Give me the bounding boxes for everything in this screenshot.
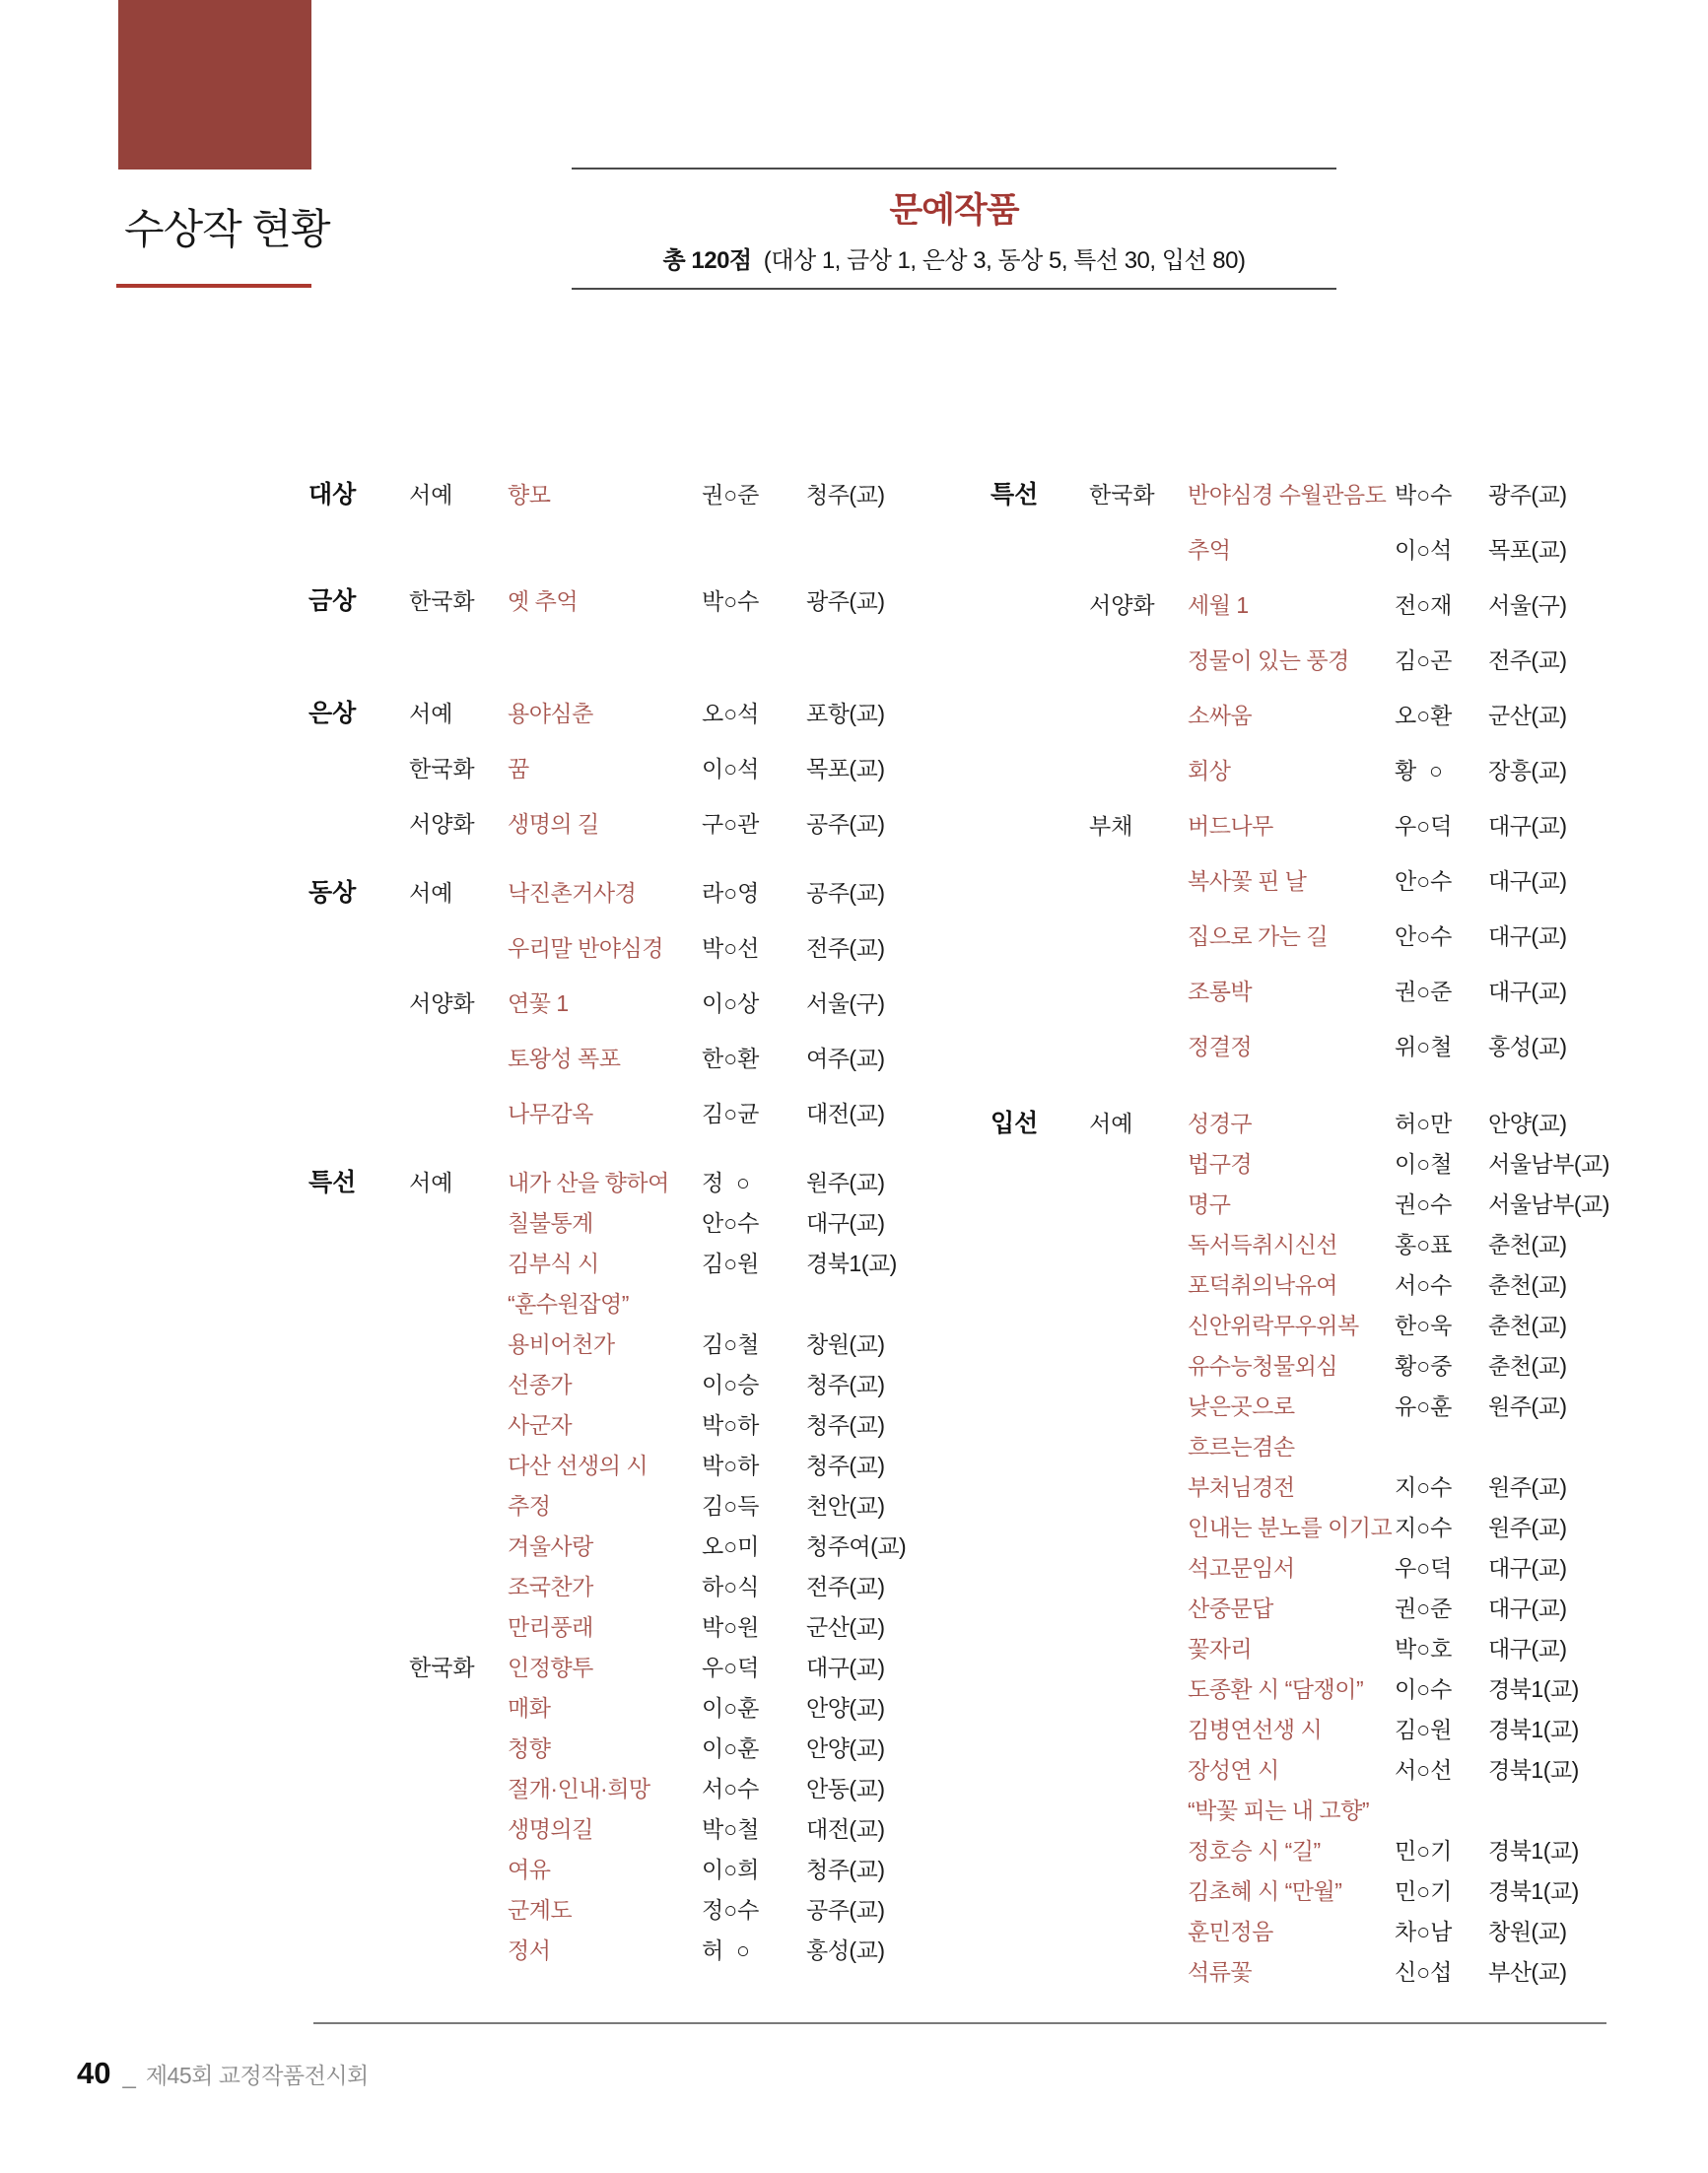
table-row xyxy=(991,1912,1641,1952)
row-category: 서예 xyxy=(1089,1111,1133,1136)
row-name: 오○미 xyxy=(702,1533,760,1559)
table-row xyxy=(991,1387,1641,1427)
row-title: 꽃자리 xyxy=(1188,1636,1253,1662)
table-row xyxy=(991,1265,1641,1306)
row-location: 대구(교) xyxy=(1488,1636,1567,1662)
row-location: 안양(교) xyxy=(806,1695,885,1721)
table-row xyxy=(308,1688,979,1729)
awards-column-right xyxy=(991,467,1641,1993)
row-name: 김○원 xyxy=(1395,1717,1453,1742)
row-name: 김○원 xyxy=(702,1251,760,1276)
header-rule-bottom xyxy=(572,288,1336,290)
row-location: 군산(교) xyxy=(1488,703,1567,728)
page-footer xyxy=(77,2056,369,2091)
row-location: 전주(교) xyxy=(806,1574,885,1599)
table-row xyxy=(991,798,1641,853)
row-location: 전주(교) xyxy=(806,935,885,961)
row-location: 청주(교) xyxy=(806,1372,885,1397)
brand-color-block xyxy=(118,0,311,170)
table-row xyxy=(991,1019,1641,1074)
row-category: 한국화 xyxy=(1089,482,1155,508)
footer-separator: _ xyxy=(122,2063,136,2089)
row-location: 대구(교) xyxy=(1488,813,1567,839)
row-title: 집으로 가는 길 xyxy=(1188,923,1329,949)
table-row xyxy=(991,743,1641,798)
row-name: 신○섭 xyxy=(1395,1959,1453,1985)
row-name: 박○하 xyxy=(702,1412,760,1438)
row-location: 대전(교) xyxy=(806,1816,885,1842)
row-location: 창원(교) xyxy=(1488,1919,1567,1944)
row-name: 김○균 xyxy=(702,1101,760,1126)
row-title: 법구경 xyxy=(1188,1151,1253,1177)
row-location: 원주(교) xyxy=(1488,1515,1567,1540)
row-location: 서울(구) xyxy=(1488,592,1567,618)
row-title: 버드나무 xyxy=(1188,813,1273,839)
row-title: 옛 추억 xyxy=(508,588,579,614)
table-row xyxy=(308,1769,979,1809)
row-title: 꿈 xyxy=(508,756,529,781)
row-title: 매화 xyxy=(508,1695,551,1721)
row-title: 독서득취시신선 xyxy=(1188,1232,1338,1257)
row-award: 특선 xyxy=(308,1169,357,1196)
row-location: 목포(교) xyxy=(806,756,885,781)
table-row xyxy=(991,1104,1641,1144)
row-name: 유○훈 xyxy=(1395,1393,1453,1419)
row-title: 세월 1 xyxy=(1188,592,1249,618)
row-name: 하○식 xyxy=(702,1574,760,1599)
row-title: 여유 xyxy=(508,1857,551,1882)
table-row xyxy=(991,1225,1641,1265)
table-row xyxy=(308,1244,979,1284)
row-name: 이○훈 xyxy=(702,1735,760,1761)
row-title: 정결정 xyxy=(1188,1034,1253,1059)
row-name: 지○수 xyxy=(1395,1474,1453,1500)
row-name: 안○수 xyxy=(1395,868,1453,894)
table-row xyxy=(991,522,1641,577)
table-row xyxy=(308,1729,979,1769)
row-category: 한국화 xyxy=(409,1655,475,1680)
row-title: 복사꽃 핀 날 xyxy=(1188,868,1307,894)
row-location: 서울남부(교) xyxy=(1488,1191,1609,1217)
table-row xyxy=(991,1548,1641,1589)
row-category: 서예 xyxy=(409,880,453,906)
table-row xyxy=(308,1203,979,1244)
page-title: 수상작 현황 xyxy=(124,206,330,252)
row-category: 서예 xyxy=(409,701,453,726)
table-row xyxy=(308,1405,979,1446)
row-name: 김○득 xyxy=(702,1493,760,1519)
footer-caption: 제45회 교정작품전시회 xyxy=(145,2063,369,2088)
table-row xyxy=(991,577,1641,633)
table-row xyxy=(308,796,979,851)
row-location: 춘천(교) xyxy=(1488,1353,1567,1379)
row-title: 낮은곳으로 xyxy=(1188,1393,1295,1419)
row-title: 청향 xyxy=(508,1735,551,1761)
table-row xyxy=(308,1607,979,1648)
row-name: 한○욱 xyxy=(1395,1313,1453,1338)
row-location: 경북1(교) xyxy=(1488,1757,1579,1783)
row-title: 김초혜 시 “만월” xyxy=(1188,1878,1342,1904)
row-title: 흐르는겸손 xyxy=(1188,1434,1295,1460)
row-name: 허 ○ xyxy=(702,1937,750,1963)
row-title: 산중문답 xyxy=(1188,1596,1273,1621)
table-row xyxy=(991,467,1641,522)
table-row xyxy=(991,853,1641,909)
table-row xyxy=(308,1324,979,1365)
row-name: 이○수 xyxy=(1395,1676,1453,1702)
row-location: 대구(교) xyxy=(806,1655,885,1680)
table-row xyxy=(991,1629,1641,1669)
row-location: 부산(교) xyxy=(1488,1959,1567,1985)
row-name: 박○수 xyxy=(1395,482,1453,508)
row-title: 낙진촌거사경 xyxy=(508,880,637,906)
row-name: 이○석 xyxy=(702,756,760,781)
row-title: 명구 xyxy=(1188,1191,1231,1217)
header-rule-top xyxy=(572,168,1336,170)
row-location: 경북1(교) xyxy=(1488,1878,1579,1904)
row-name: 서○수 xyxy=(1395,1272,1453,1298)
table-row xyxy=(991,1185,1641,1225)
row-name: 우○덕 xyxy=(1395,813,1453,839)
row-location: 경북1(교) xyxy=(1488,1676,1579,1702)
table-row xyxy=(991,1589,1641,1629)
table-row xyxy=(991,1346,1641,1387)
table-row xyxy=(991,1669,1641,1710)
row-title: 생명의 길 xyxy=(508,811,599,837)
row-location: 안양(교) xyxy=(1488,1111,1567,1136)
row-name: 권○수 xyxy=(1395,1191,1453,1217)
row-category: 한국화 xyxy=(409,756,475,781)
row-name: 서○선 xyxy=(1395,1757,1453,1783)
table-row xyxy=(991,1952,1641,1993)
table-row xyxy=(991,633,1641,688)
table-row xyxy=(991,1508,1641,1548)
row-location: 포항(교) xyxy=(806,701,885,726)
footer-page-number: 40 xyxy=(77,2056,111,2090)
row-title: 향모 xyxy=(508,482,551,508)
table-row xyxy=(308,1527,979,1567)
table-row xyxy=(308,920,979,976)
row-name: 박○호 xyxy=(1395,1636,1453,1662)
row-location: 대구(교) xyxy=(1488,923,1567,949)
table-row xyxy=(308,1031,979,1086)
row-name: 박○선 xyxy=(702,935,760,961)
total-count-label: 총 120점 xyxy=(662,247,752,274)
row-title: 포덕취의낙유여 xyxy=(1188,1272,1338,1298)
row-location: 홍성(교) xyxy=(806,1937,885,1963)
row-title: “박꽃 피는 내 고향” xyxy=(1188,1798,1370,1823)
row-name: 정 ○ xyxy=(702,1170,750,1195)
row-title: 정호승 시 “길” xyxy=(1188,1838,1321,1864)
row-name: 이○철 xyxy=(1395,1151,1453,1177)
row-name: 우○덕 xyxy=(1395,1555,1453,1581)
table-row xyxy=(991,1467,1641,1508)
row-location: 춘천(교) xyxy=(1488,1272,1567,1298)
row-award: 입선 xyxy=(991,1110,1039,1137)
row-name: 지○수 xyxy=(1395,1515,1453,1540)
row-name: 한○환 xyxy=(702,1046,760,1071)
row-name: 허○만 xyxy=(1395,1111,1453,1136)
row-location: 공주(교) xyxy=(806,880,885,906)
table-row xyxy=(308,1486,979,1527)
section-title: 문예작품 xyxy=(889,191,1019,230)
row-location: 군산(교) xyxy=(806,1614,885,1640)
row-title: 신안위락무우위복 xyxy=(1188,1313,1359,1338)
row-location: 안동(교) xyxy=(806,1776,885,1801)
row-category: 서양화 xyxy=(409,811,475,837)
row-title: 조롱박 xyxy=(1188,979,1253,1004)
row-title: 칠불통계 xyxy=(508,1210,593,1236)
row-location: 대구(교) xyxy=(1488,868,1567,894)
row-location: 천안(교) xyxy=(806,1493,885,1519)
row-location: 경북1(교) xyxy=(1488,1838,1579,1864)
table-row xyxy=(991,1831,1641,1871)
total-count-detail: (대상 1, 금상 1, 은상 3, 동상 5, 특선 30, 입선 80) xyxy=(763,247,1246,274)
row-category: 서예 xyxy=(409,1170,453,1195)
table-row xyxy=(308,1850,979,1890)
row-title: 석고문임서 xyxy=(1188,1555,1295,1581)
row-title: 나무감옥 xyxy=(508,1101,593,1126)
table-row xyxy=(991,1306,1641,1346)
row-location: 춘천(교) xyxy=(1488,1313,1567,1338)
row-name: 안○수 xyxy=(1395,923,1453,949)
awards-column-left xyxy=(308,467,979,1971)
row-category: 서예 xyxy=(409,482,453,508)
row-location: 공주(교) xyxy=(806,1897,885,1923)
row-title: 훈민정음 xyxy=(1188,1919,1273,1944)
row-name: 권○준 xyxy=(702,482,760,508)
row-name: 이○석 xyxy=(1395,537,1453,563)
row-title: 인내는 분노를 이기고 xyxy=(1188,1515,1393,1540)
row-name: 김○곤 xyxy=(1395,647,1453,673)
row-title: 장성연 시 xyxy=(1188,1757,1279,1783)
row-location: 청주여(교) xyxy=(806,1533,907,1559)
row-title: 겨울사랑 xyxy=(508,1533,593,1559)
row-name: 우○덕 xyxy=(702,1655,760,1680)
row-location: 서울(구) xyxy=(806,990,885,1016)
row-title: 연꽃 1 xyxy=(508,990,569,1016)
table-row xyxy=(308,741,979,796)
row-name: 이○희 xyxy=(702,1857,760,1882)
row-name: 황○중 xyxy=(1395,1353,1453,1379)
row-name: 박○수 xyxy=(702,588,760,614)
row-name: 오○석 xyxy=(702,701,760,726)
row-name: 서○수 xyxy=(702,1776,760,1801)
table-row xyxy=(308,1890,979,1931)
row-name: 김○철 xyxy=(702,1331,760,1357)
row-location: 전주(교) xyxy=(1488,647,1567,673)
table-row xyxy=(308,1086,979,1141)
section-subtitle xyxy=(572,240,1336,275)
row-title: 우리말 반야심경 xyxy=(508,935,663,961)
row-location: 창원(교) xyxy=(806,1331,885,1357)
row-name: 이○상 xyxy=(702,990,760,1016)
table-bottom-rule xyxy=(313,2022,1606,2024)
row-name: 차○남 xyxy=(1395,1919,1453,1944)
row-award: 특선 xyxy=(991,481,1039,509)
row-location: 청주(교) xyxy=(806,1453,885,1478)
table-row xyxy=(308,1163,979,1203)
row-name: 권○준 xyxy=(1395,979,1453,1004)
row-name: 정○수 xyxy=(702,1897,760,1923)
row-location: 청주(교) xyxy=(806,1412,885,1438)
row-location: 안양(교) xyxy=(806,1735,885,1761)
row-title: 만리풍래 xyxy=(508,1614,593,1640)
row-name: 황 ○ xyxy=(1395,758,1443,783)
row-title: 인정향투 xyxy=(508,1655,593,1680)
table-row xyxy=(308,686,979,741)
row-location: 목포(교) xyxy=(1488,537,1567,563)
row-title: 생명의길 xyxy=(508,1816,593,1842)
row-location: 홍성(교) xyxy=(1488,1034,1567,1059)
table-row xyxy=(308,467,979,522)
row-location: 대구(교) xyxy=(1488,979,1567,1004)
row-location: 광주(교) xyxy=(1488,482,1567,508)
row-title: 유수능청물외심 xyxy=(1188,1353,1338,1379)
row-location: 광주(교) xyxy=(806,588,885,614)
row-title: 토왕성 폭포 xyxy=(508,1046,621,1071)
row-name: 구○관 xyxy=(702,811,760,837)
table-row xyxy=(991,909,1641,964)
row-title: 용비어천가 xyxy=(508,1331,615,1357)
row-title: 김병연선생 시 xyxy=(1188,1717,1323,1742)
row-location: 장흥(교) xyxy=(1488,758,1567,783)
table-row xyxy=(991,1871,1641,1912)
row-title: 김부식 시 xyxy=(508,1251,599,1276)
row-name: 민○기 xyxy=(1395,1878,1453,1904)
table-row xyxy=(991,1710,1641,1750)
table-row xyxy=(991,1750,1641,1791)
row-title: 내가 산을 향하여 xyxy=(508,1170,669,1195)
row-name: 안○수 xyxy=(702,1210,760,1236)
row-title: 석류꽃 xyxy=(1188,1959,1253,1985)
row-location: 서울남부(교) xyxy=(1488,1151,1609,1177)
table-row xyxy=(308,1931,979,1971)
table-row xyxy=(308,574,979,629)
row-location: 청주(교) xyxy=(806,482,885,508)
row-title: 조국찬가 xyxy=(508,1574,593,1599)
row-location: 대구(교) xyxy=(1488,1555,1567,1581)
table-row xyxy=(991,964,1641,1019)
row-title: “훈수원잡영” xyxy=(508,1291,629,1317)
row-name: 전○재 xyxy=(1395,592,1453,618)
row-award: 대상 xyxy=(308,481,357,509)
row-location: 여주(교) xyxy=(806,1046,885,1071)
table-row xyxy=(991,1791,1641,1831)
row-name: 이○승 xyxy=(702,1372,760,1397)
row-category: 서양화 xyxy=(1089,592,1155,618)
row-location: 원주(교) xyxy=(1488,1474,1567,1500)
row-location: 춘천(교) xyxy=(1488,1232,1567,1257)
row-name: 권○준 xyxy=(1395,1596,1453,1621)
row-location: 원주(교) xyxy=(806,1170,885,1195)
row-location: 청주(교) xyxy=(806,1857,885,1882)
table-row xyxy=(308,1648,979,1688)
row-name: 박○하 xyxy=(702,1453,760,1478)
row-title: 사군자 xyxy=(508,1412,573,1438)
table-row xyxy=(991,688,1641,743)
row-name: 오○환 xyxy=(1395,703,1453,728)
table-row xyxy=(308,1284,979,1324)
row-title: 소싸움 xyxy=(1188,703,1253,728)
row-location: 공주(교) xyxy=(806,811,885,837)
row-name: 위○철 xyxy=(1395,1034,1453,1059)
table-row xyxy=(308,1365,979,1405)
row-title: 선종가 xyxy=(508,1372,573,1397)
table-row xyxy=(308,976,979,1031)
row-title: 다산 선생의 시 xyxy=(508,1453,649,1478)
row-name: 민○기 xyxy=(1395,1838,1453,1864)
row-title: 도종환 시 “담쟁이” xyxy=(1188,1676,1364,1702)
row-name: 박○원 xyxy=(702,1614,760,1640)
row-name: 이○훈 xyxy=(702,1695,760,1721)
row-title: 용야심춘 xyxy=(508,701,593,726)
row-name: 라○영 xyxy=(702,880,760,906)
table-row xyxy=(991,1427,1641,1467)
section-header xyxy=(572,183,1336,275)
row-award: 금상 xyxy=(308,587,357,615)
row-location: 경북1(교) xyxy=(806,1251,897,1276)
row-title: 성경구 xyxy=(1188,1111,1253,1136)
table-row xyxy=(308,1446,979,1486)
page-title-underline xyxy=(116,284,311,288)
row-category: 부채 xyxy=(1089,813,1133,839)
row-location: 대전(교) xyxy=(806,1101,885,1126)
table-row xyxy=(991,1144,1641,1185)
row-title: 회상 xyxy=(1188,758,1231,783)
row-award: 동상 xyxy=(308,879,357,907)
row-title: 절개·인내·희망 xyxy=(508,1776,650,1801)
row-title: 군계도 xyxy=(508,1897,573,1923)
row-location: 대구(교) xyxy=(806,1210,885,1236)
row-title: 정물이 있는 풍경 xyxy=(1188,647,1349,673)
table-row xyxy=(308,865,979,920)
row-award: 은상 xyxy=(308,700,357,727)
row-location: 경북1(교) xyxy=(1488,1717,1579,1742)
row-category: 한국화 xyxy=(409,588,475,614)
row-location: 대구(교) xyxy=(1488,1596,1567,1621)
row-location: 원주(교) xyxy=(1488,1393,1567,1419)
row-title: 추억 xyxy=(1188,537,1231,563)
row-name: 박○철 xyxy=(702,1816,760,1842)
row-name: 홍○표 xyxy=(1395,1232,1453,1257)
row-title: 부처님경전 xyxy=(1188,1474,1295,1500)
row-title: 반야심경 수월관음도 xyxy=(1188,482,1387,508)
row-title: 추정 xyxy=(508,1493,551,1519)
table-row xyxy=(308,1809,979,1850)
table-row xyxy=(308,1567,979,1607)
row-category: 서양화 xyxy=(409,990,475,1016)
row-title: 정서 xyxy=(508,1937,551,1963)
